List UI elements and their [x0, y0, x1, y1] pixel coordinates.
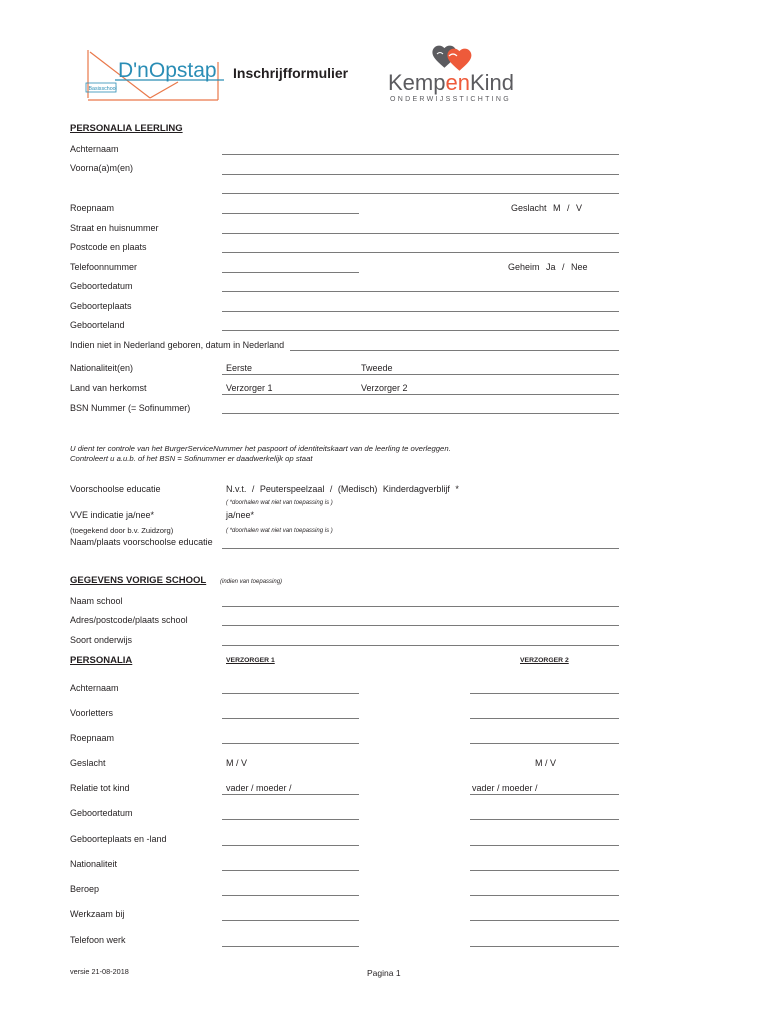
student-arrival-date-label: Indien niet in Nederland geboren, datum in Nederland: [70, 340, 285, 350]
bsn-notice-line-2: Controleert u a.u.b. of het BSN = Sofinummer er daadwerkelijk op staat: [70, 454, 313, 463]
student-birth-country-field[interactable]: [222, 330, 619, 331]
student-nickname-field[interactable]: [222, 213, 359, 214]
guardian-employer-label: Werkzaam bij: [70, 909, 125, 919]
page-number: Pagina 1: [367, 968, 401, 978]
student-bsn-field[interactable]: [222, 413, 619, 414]
origin-guardian-1-field[interactable]: [222, 394, 359, 395]
preschool-education-label: Voorschoolse educatie: [70, 484, 161, 494]
student-birth-place-label: Geboorteplaats: [70, 301, 132, 311]
preschool-name-place-label: Naam/plaats voorschoolse educatie: [70, 537, 213, 547]
nationality-first-field[interactable]: [222, 374, 359, 375]
student-postcode-city-field[interactable]: [222, 252, 619, 253]
vve-indication-choice[interactable]: ja/nee*: [226, 510, 255, 520]
guardian-2-gender-choice[interactable]: M / V: [535, 758, 557, 768]
student-birth-country-label: Geboorteland: [70, 320, 125, 330]
student-phone-secret-choice[interactable]: Geheim Ja / Nee: [508, 262, 588, 272]
vve-strike-note: ( *doorhalen wat niet van toepassing is ): [226, 528, 333, 534]
guardian-2-employer-field[interactable]: [470, 920, 619, 921]
guardian-2-birth-place-field[interactable]: [470, 845, 619, 846]
student-nickname-label: Roepnaam: [70, 203, 115, 213]
guardian-1-work-phone-field[interactable]: [222, 946, 359, 947]
vve-indication-label: VVE indicatie ja/nee*: [70, 510, 155, 520]
guardian-1-initials-field[interactable]: [222, 718, 359, 719]
origin-guardian-2-field[interactable]: [359, 394, 619, 395]
previous-school-address-label: Adres/postcode/plaats school: [70, 615, 188, 625]
preschool-education-options[interactable]: N.v.t. / Peuterspeelzaal / (Medisch) Kinderdagverblijf *: [226, 484, 459, 494]
student-birth-place-field[interactable]: [222, 311, 619, 312]
two-hearts-icon: [432, 46, 471, 71]
nationality-second-field[interactable]: [359, 374, 619, 375]
previous-school-type-label: Soort onderwijs: [70, 635, 133, 645]
student-last-name-field[interactable]: [222, 154, 619, 155]
guardian-1-nationality-field[interactable]: [222, 870, 359, 871]
student-bsn-label: BSN Nummer (= Sofinummer): [70, 403, 191, 413]
guardian-1-birth-date-field[interactable]: [222, 819, 359, 820]
preschool-education-note: ( *doorhalen wat niet van toepassing is ): [226, 500, 333, 506]
guardian-birth-place-label: Geboorteplaats en -land: [70, 834, 167, 844]
guardian-relation-label: Relatie tot kind: [70, 783, 130, 793]
guardian-1-birth-place-field[interactable]: [222, 845, 359, 846]
previous-school-type-field[interactable]: [222, 645, 619, 646]
foundation-logo-name: KempenKind: [388, 70, 515, 95]
guardian-1-nickname-field[interactable]: [222, 743, 359, 744]
student-first-names-label: Voorna(a)m(en): [70, 163, 134, 173]
guardian-1-gender-choice[interactable]: M / V: [226, 758, 248, 768]
school-logo: [78, 44, 226, 106]
student-first-names-field[interactable]: [222, 174, 619, 175]
student-street-label: Straat en huisnummer: [70, 223, 159, 233]
previous-school-name-label: Naam school: [70, 596, 123, 606]
guardian-gender-label: Geslacht: [70, 758, 106, 768]
guardian-nationality-label: Nationaliteit: [70, 859, 118, 869]
guardians-section-heading: PERSONALIA: [70, 655, 133, 666]
previous-school-name-field[interactable]: [222, 606, 619, 607]
origin-guardian-1-label: Verzorger 1: [226, 383, 273, 393]
guardian-last-name-label: Achternaam: [70, 683, 119, 693]
guardian-2-relation-choice[interactable]: vader / moeder /: [472, 783, 538, 793]
guardian-2-relation-field[interactable]: [470, 794, 619, 795]
vve-granted-by-note: (toegekend door b.v. Zuidzorg): [70, 526, 174, 535]
guardian-work-phone-label: Telefoon werk: [70, 935, 126, 945]
guardian-1-relation-choice[interactable]: vader / moeder /: [226, 783, 292, 793]
guardian-nickname-label: Roepnaam: [70, 733, 115, 743]
foundation-logo-graphic: [385, 40, 525, 106]
preschool-name-place-field[interactable]: [222, 548, 619, 549]
student-arrival-date-field[interactable]: [290, 350, 619, 351]
guardian-initials-label: Voorletters: [70, 708, 114, 718]
previous-school-note: (indien van toepassing): [220, 579, 283, 585]
student-nationality-label: Nationaliteit(en): [70, 363, 134, 373]
student-first-names-field-extra[interactable]: [222, 193, 619, 194]
guardian-2-column-heading: VERZORGER 2: [520, 657, 569, 664]
origin-guardian-2-label: Verzorger 2: [361, 383, 408, 393]
student-birth-date-field[interactable]: [222, 291, 619, 292]
school-logo-graphic: [78, 44, 226, 106]
guardian-profession-label: Beroep: [70, 884, 100, 894]
guardian-birth-date-label: Geboortedatum: [70, 808, 133, 818]
guardian-2-last-name-field[interactable]: [470, 693, 619, 694]
guardian-2-nationality-field[interactable]: [470, 870, 619, 871]
student-last-name-label: Achternaam: [70, 144, 119, 154]
school-logo-name: D'nOpstap: [118, 59, 217, 82]
bsn-notice-line-1: U dient ter controle van het BurgerServiceNummer het paspoort of identiteitskaart van de leerling te overleggen.: [70, 444, 451, 453]
student-origin-country-label: Land van herkomst: [70, 383, 147, 393]
form-title: Inschrijfformulier: [233, 65, 349, 81]
guardian-1-relation-field[interactable]: [222, 794, 359, 795]
student-postcode-city-label: Postcode en plaats: [70, 242, 147, 252]
foundation-logo: [385, 40, 525, 106]
student-gender-choice[interactable]: Geslacht M / V: [511, 203, 583, 213]
guardian-2-initials-field[interactable]: [470, 718, 619, 719]
school-logo-tag: Basisschool: [88, 85, 117, 92]
guardian-2-profession-field[interactable]: [470, 895, 619, 896]
guardian-2-birth-date-field[interactable]: [470, 819, 619, 820]
guardian-2-nickname-field[interactable]: [470, 743, 619, 744]
guardian-2-work-phone-field[interactable]: [470, 946, 619, 947]
student-street-field[interactable]: [222, 233, 619, 234]
foundation-logo-tagline: ONDERWIJSSTICHTING: [390, 96, 511, 103]
previous-school-address-field[interactable]: [222, 625, 619, 626]
student-phone-field[interactable]: [222, 272, 359, 273]
nationality-first-label: Eerste: [226, 363, 253, 373]
student-birth-date-label: Geboortedatum: [70, 281, 133, 291]
version-footer: versie 21-08-2018: [70, 967, 129, 976]
previous-school-heading: GEGEVENS VORIGE SCHOOL: [70, 575, 207, 586]
guardian-1-profession-field[interactable]: [222, 895, 359, 896]
guardian-1-employer-field[interactable]: [222, 920, 359, 921]
nationality-second-label: Tweede: [361, 363, 393, 373]
guardian-1-column-heading: VERZORGER 1: [226, 657, 275, 664]
student-phone-label: Telefoonnummer: [70, 262, 138, 272]
student-section-heading: PERSONALIA LEERLING: [70, 123, 183, 134]
guardian-1-last-name-field[interactable]: [222, 693, 359, 694]
